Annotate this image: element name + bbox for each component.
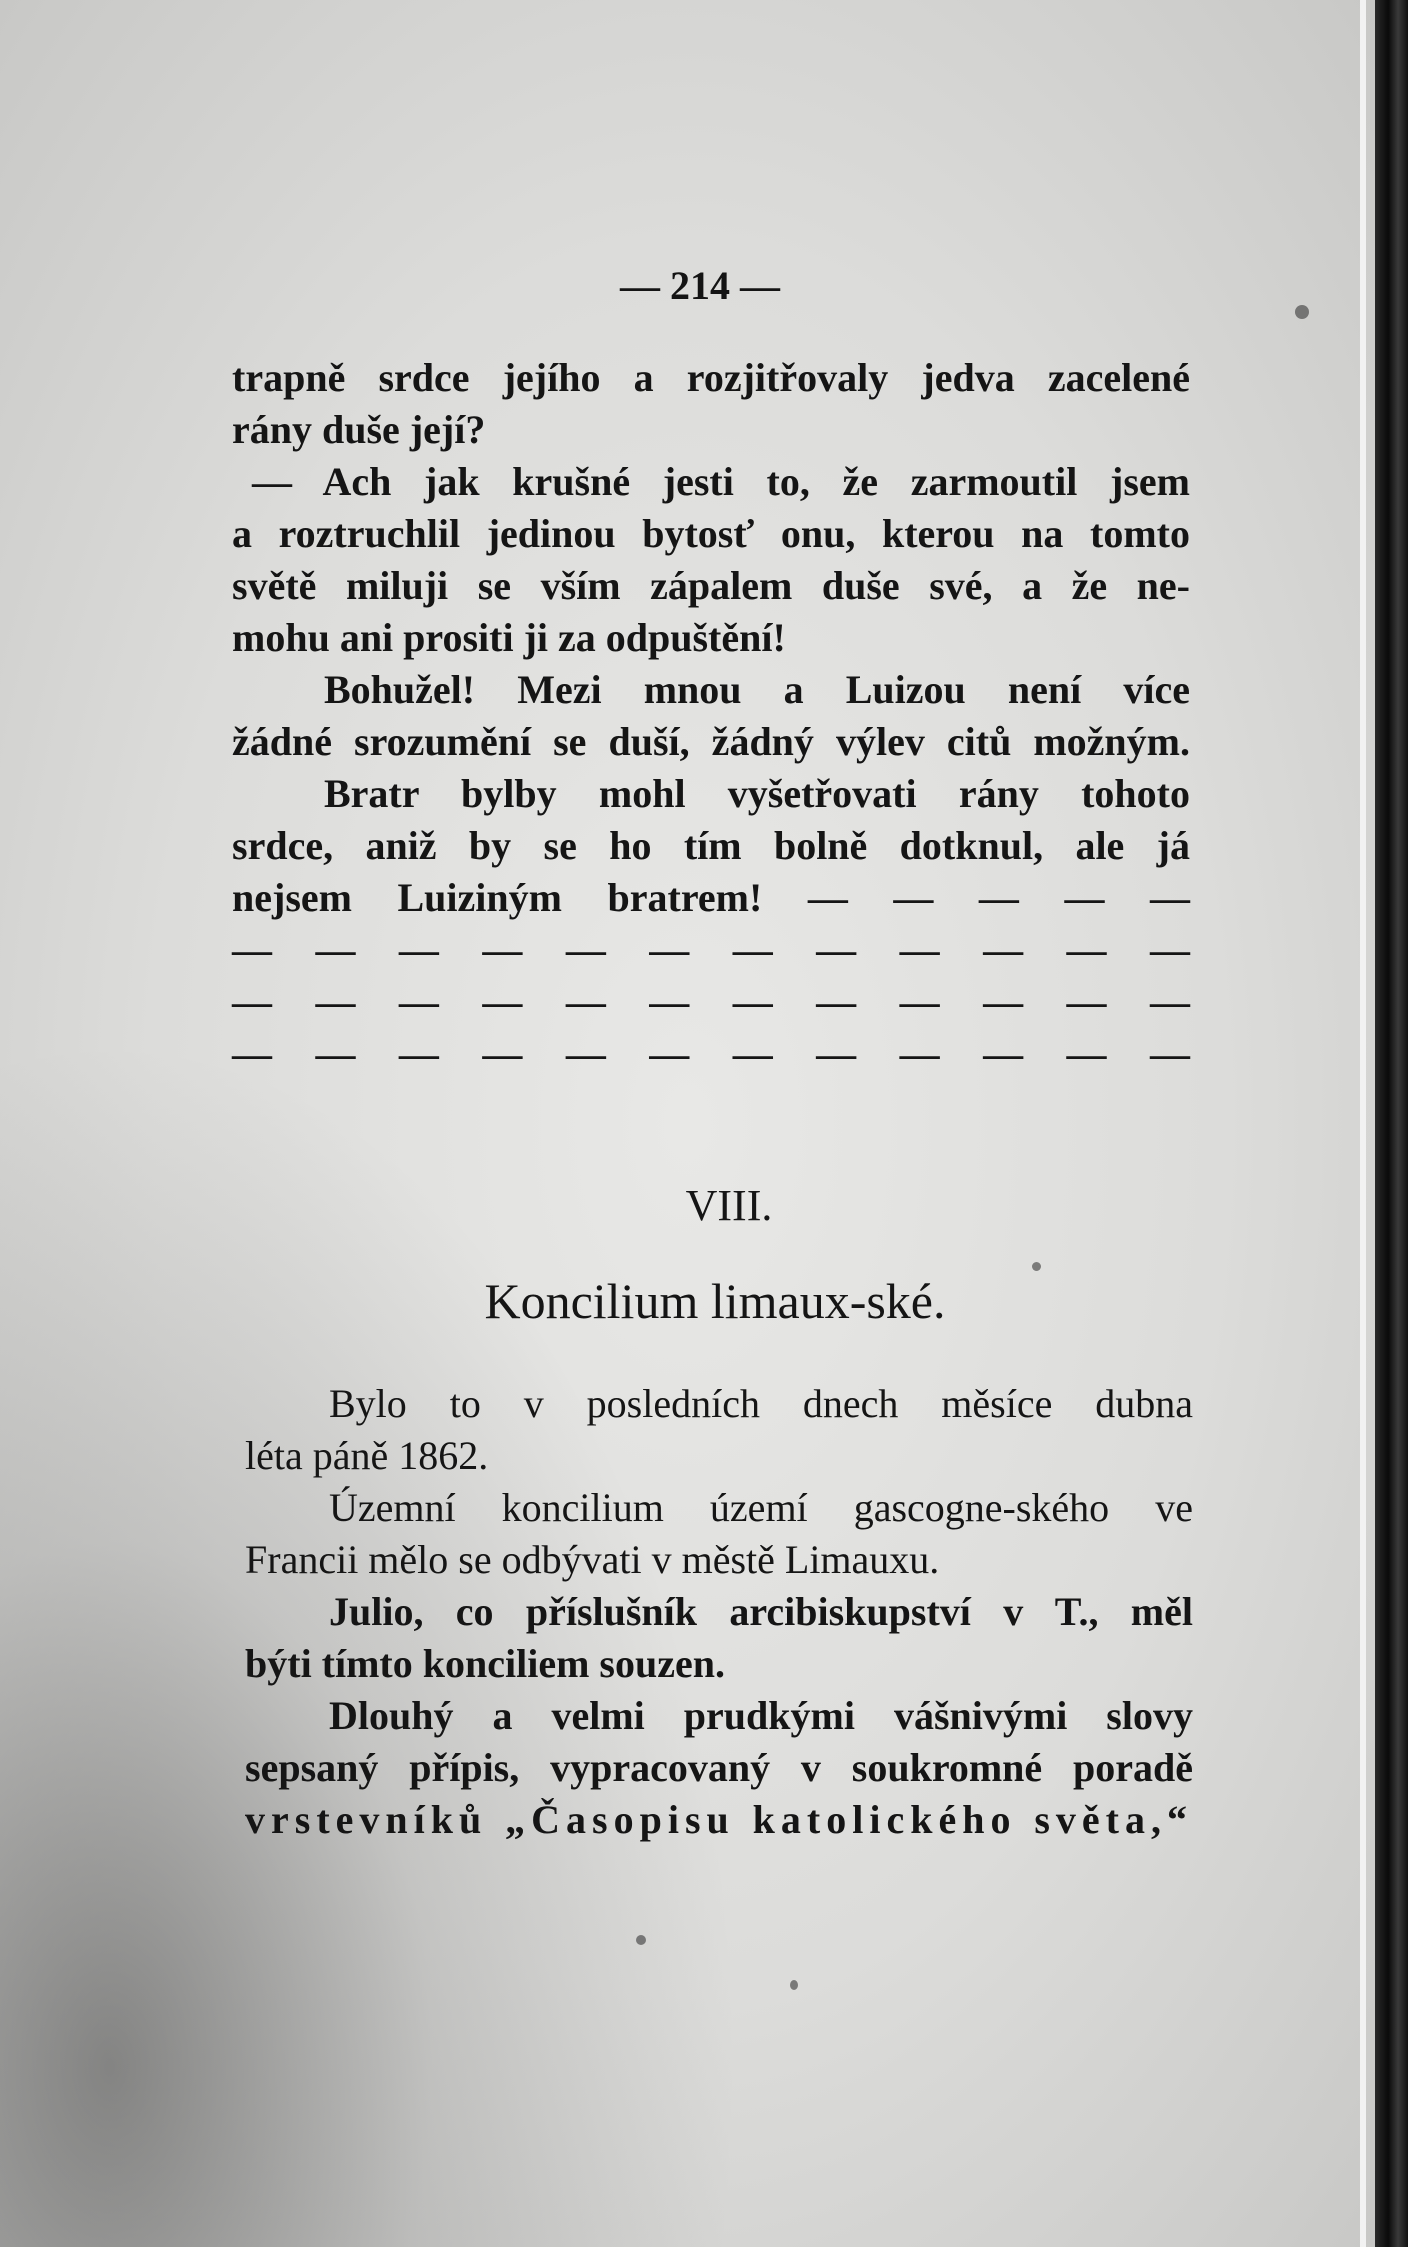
text-line: Bratr bylby mohl vyšetřovati rány tohoto (324, 771, 1190, 816)
text-line: Bohužel! Mezi mnou a Luizou není více (324, 667, 1190, 712)
text-line: žádné srozumění se duší, žádný výlev citů možným. (232, 719, 1190, 764)
text-line: Francii mělo se odbývati v městě Limauxu. (245, 1537, 940, 1582)
top-text-block (232, 352, 1190, 1080)
text-line: trapně srdce jejího a rozjitřovaly jedva zacelené (232, 355, 1190, 400)
text-line: rány duše její? (232, 407, 486, 452)
text-line: Julio, co příslušník arcibiskupství v T., měl (329, 1589, 1193, 1634)
page-number: — 214 — (620, 263, 780, 308)
text-line: býti tímto konciliem souzen. (245, 1641, 725, 1686)
text-line: léta páně 1862. (245, 1433, 489, 1478)
chapter-title: Koncilium limaux-ské. (484, 1273, 946, 1329)
dash-line: — — — — — — — — — — — — (232, 1031, 1190, 1076)
ink-speck (636, 1935, 646, 1945)
text-line: Dlouhý a velmi prudkými vášnivými slovy (329, 1693, 1193, 1738)
text-line: Bylo to v posledních dnech měsíce dubna (329, 1381, 1193, 1426)
ink-speck (1032, 1262, 1041, 1271)
text-line: sepsaný přípis, vypracovaný v soukromné poradě (245, 1745, 1193, 1790)
text-line: vrstevníků „Časopisu katolického světa,“ (245, 1797, 1193, 1842)
text-line: Územní koncilium území gascogne-ského ve (329, 1485, 1193, 1530)
ink-speck (790, 1980, 798, 1990)
bottom-text-block (245, 1378, 1193, 1846)
text-line: nejsem Luiziným bratrem! — — — — — (232, 875, 1190, 920)
dash-line: — — — — — — — — — — — — (232, 979, 1190, 1024)
text-line: — Ach jak krušné jesti to, že zarmoutil jsem (252, 459, 1190, 504)
chapter-number: VIII. (685, 1181, 773, 1230)
dash-line: — — — — — — — — — — — — (232, 927, 1190, 972)
ink-speck (1295, 305, 1309, 319)
book-spine (1375, 0, 1408, 2247)
text-line: mohu ani prositi ji za odpuštění! (232, 615, 786, 660)
page-edge (1360, 0, 1366, 2247)
text-line: světě miluji se vším zápalem duše své, a že ne- (232, 563, 1190, 608)
text-line: a roztruchlil jedinou bytosť onu, kterou na tomto (232, 511, 1190, 556)
text-line: srdce, aniž by se ho tím bolně dotknul, ale já (232, 823, 1190, 868)
